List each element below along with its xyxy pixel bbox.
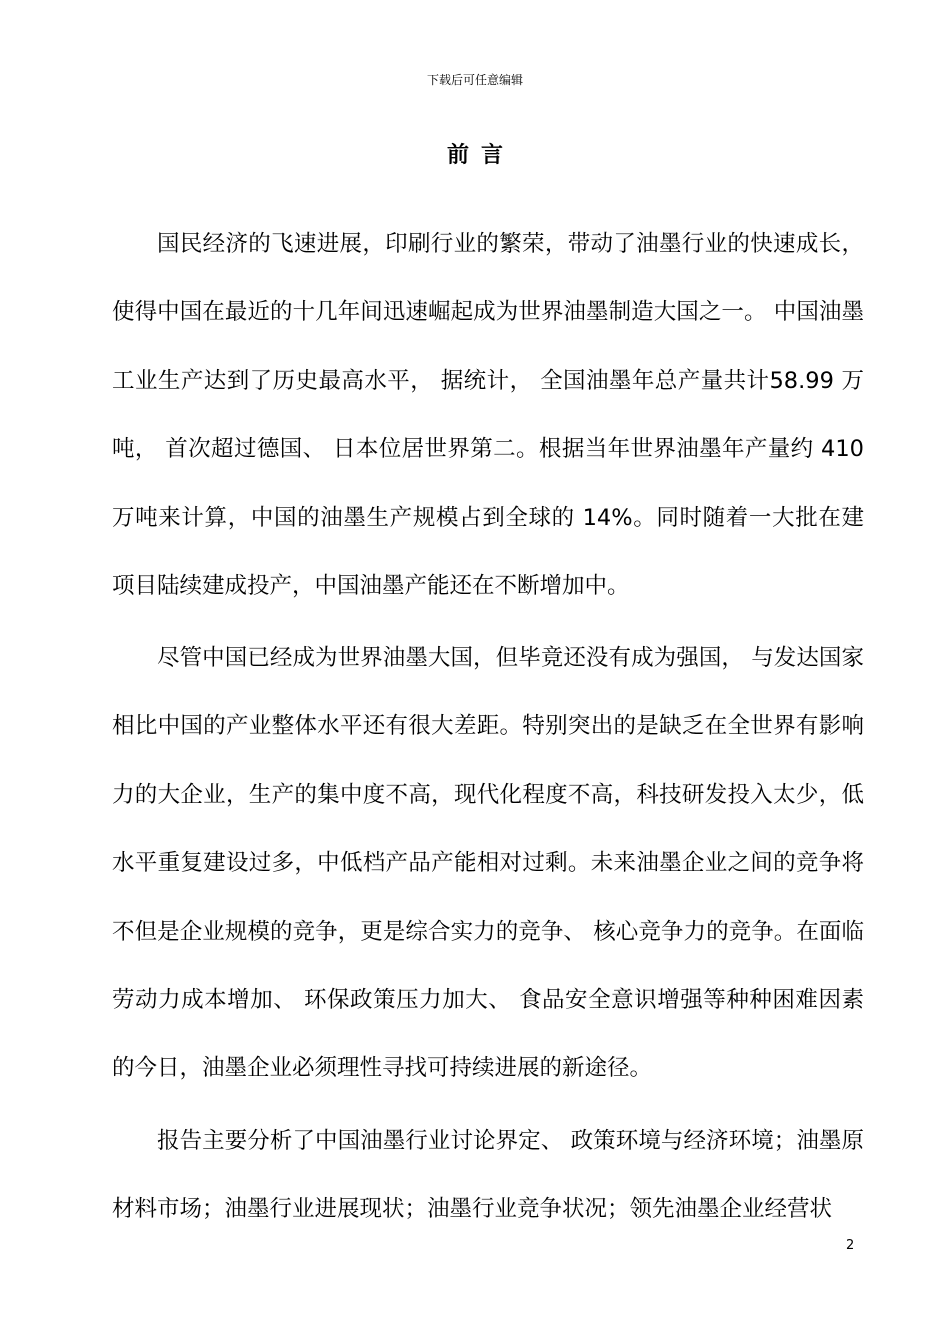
paragraph-3 [112,1107,864,1244]
page-title: 前言 [446,143,515,168]
header-note: 下载后可任意编辑 [426,73,523,87]
paragraph-text: 尽管中国已经成为世界油墨大国，但毕竟还没有成为强国， 与发达国家相比中国的产业整体水平还有很大差距。特别突出的是缺乏在全世界有影响力的大企业，生产的集中度不高，现代化程度不高，科技研发投入太少，低水平重复建设过多，中低档产品产能相对过剩。未来油墨企业之间的竞争将不但是企业规模的竞争，更是综合实力的竞争、 核心竞争力的竞争。在面临劳动力成本增加、 环保政策压力加大、 食品安全意识增强等种种困难因素的今日，油墨企业必须理性寻找可持续进展的新途径。 [112,645,864,1082]
paragraph-2 [112,624,864,1103]
paragraph-text: 报告主要分析了中国油墨行业讨论界定、 政策环境与经济环境；油墨原材料市场；油墨行业进展现状；油墨行业竞争状况；领先油墨企业经营状 [112,1128,864,1223]
paragraph-1 [112,210,864,620]
paragraph-text: 国民经济的飞速进展，印刷行业的繁荣，带动了油墨行业的快速成长，使得中国在最近的十几年间迅速崛起成为世界油墨制造大国之一。 中国油墨工业生产达到了历史最高水平， 据统计， 全国油墨年总产量共计58.99 万吨， 首次超过德国、 日本位居世界第二。根据当年世界油墨年产量约 410 万吨来计算，中国的油墨生产规模占到全球的 14%。同时随着一大批在建项目陆续建成投产，中国油墨产能还在不断增加中。 [112,231,864,600]
page-number: 2 [846,1238,855,1253]
